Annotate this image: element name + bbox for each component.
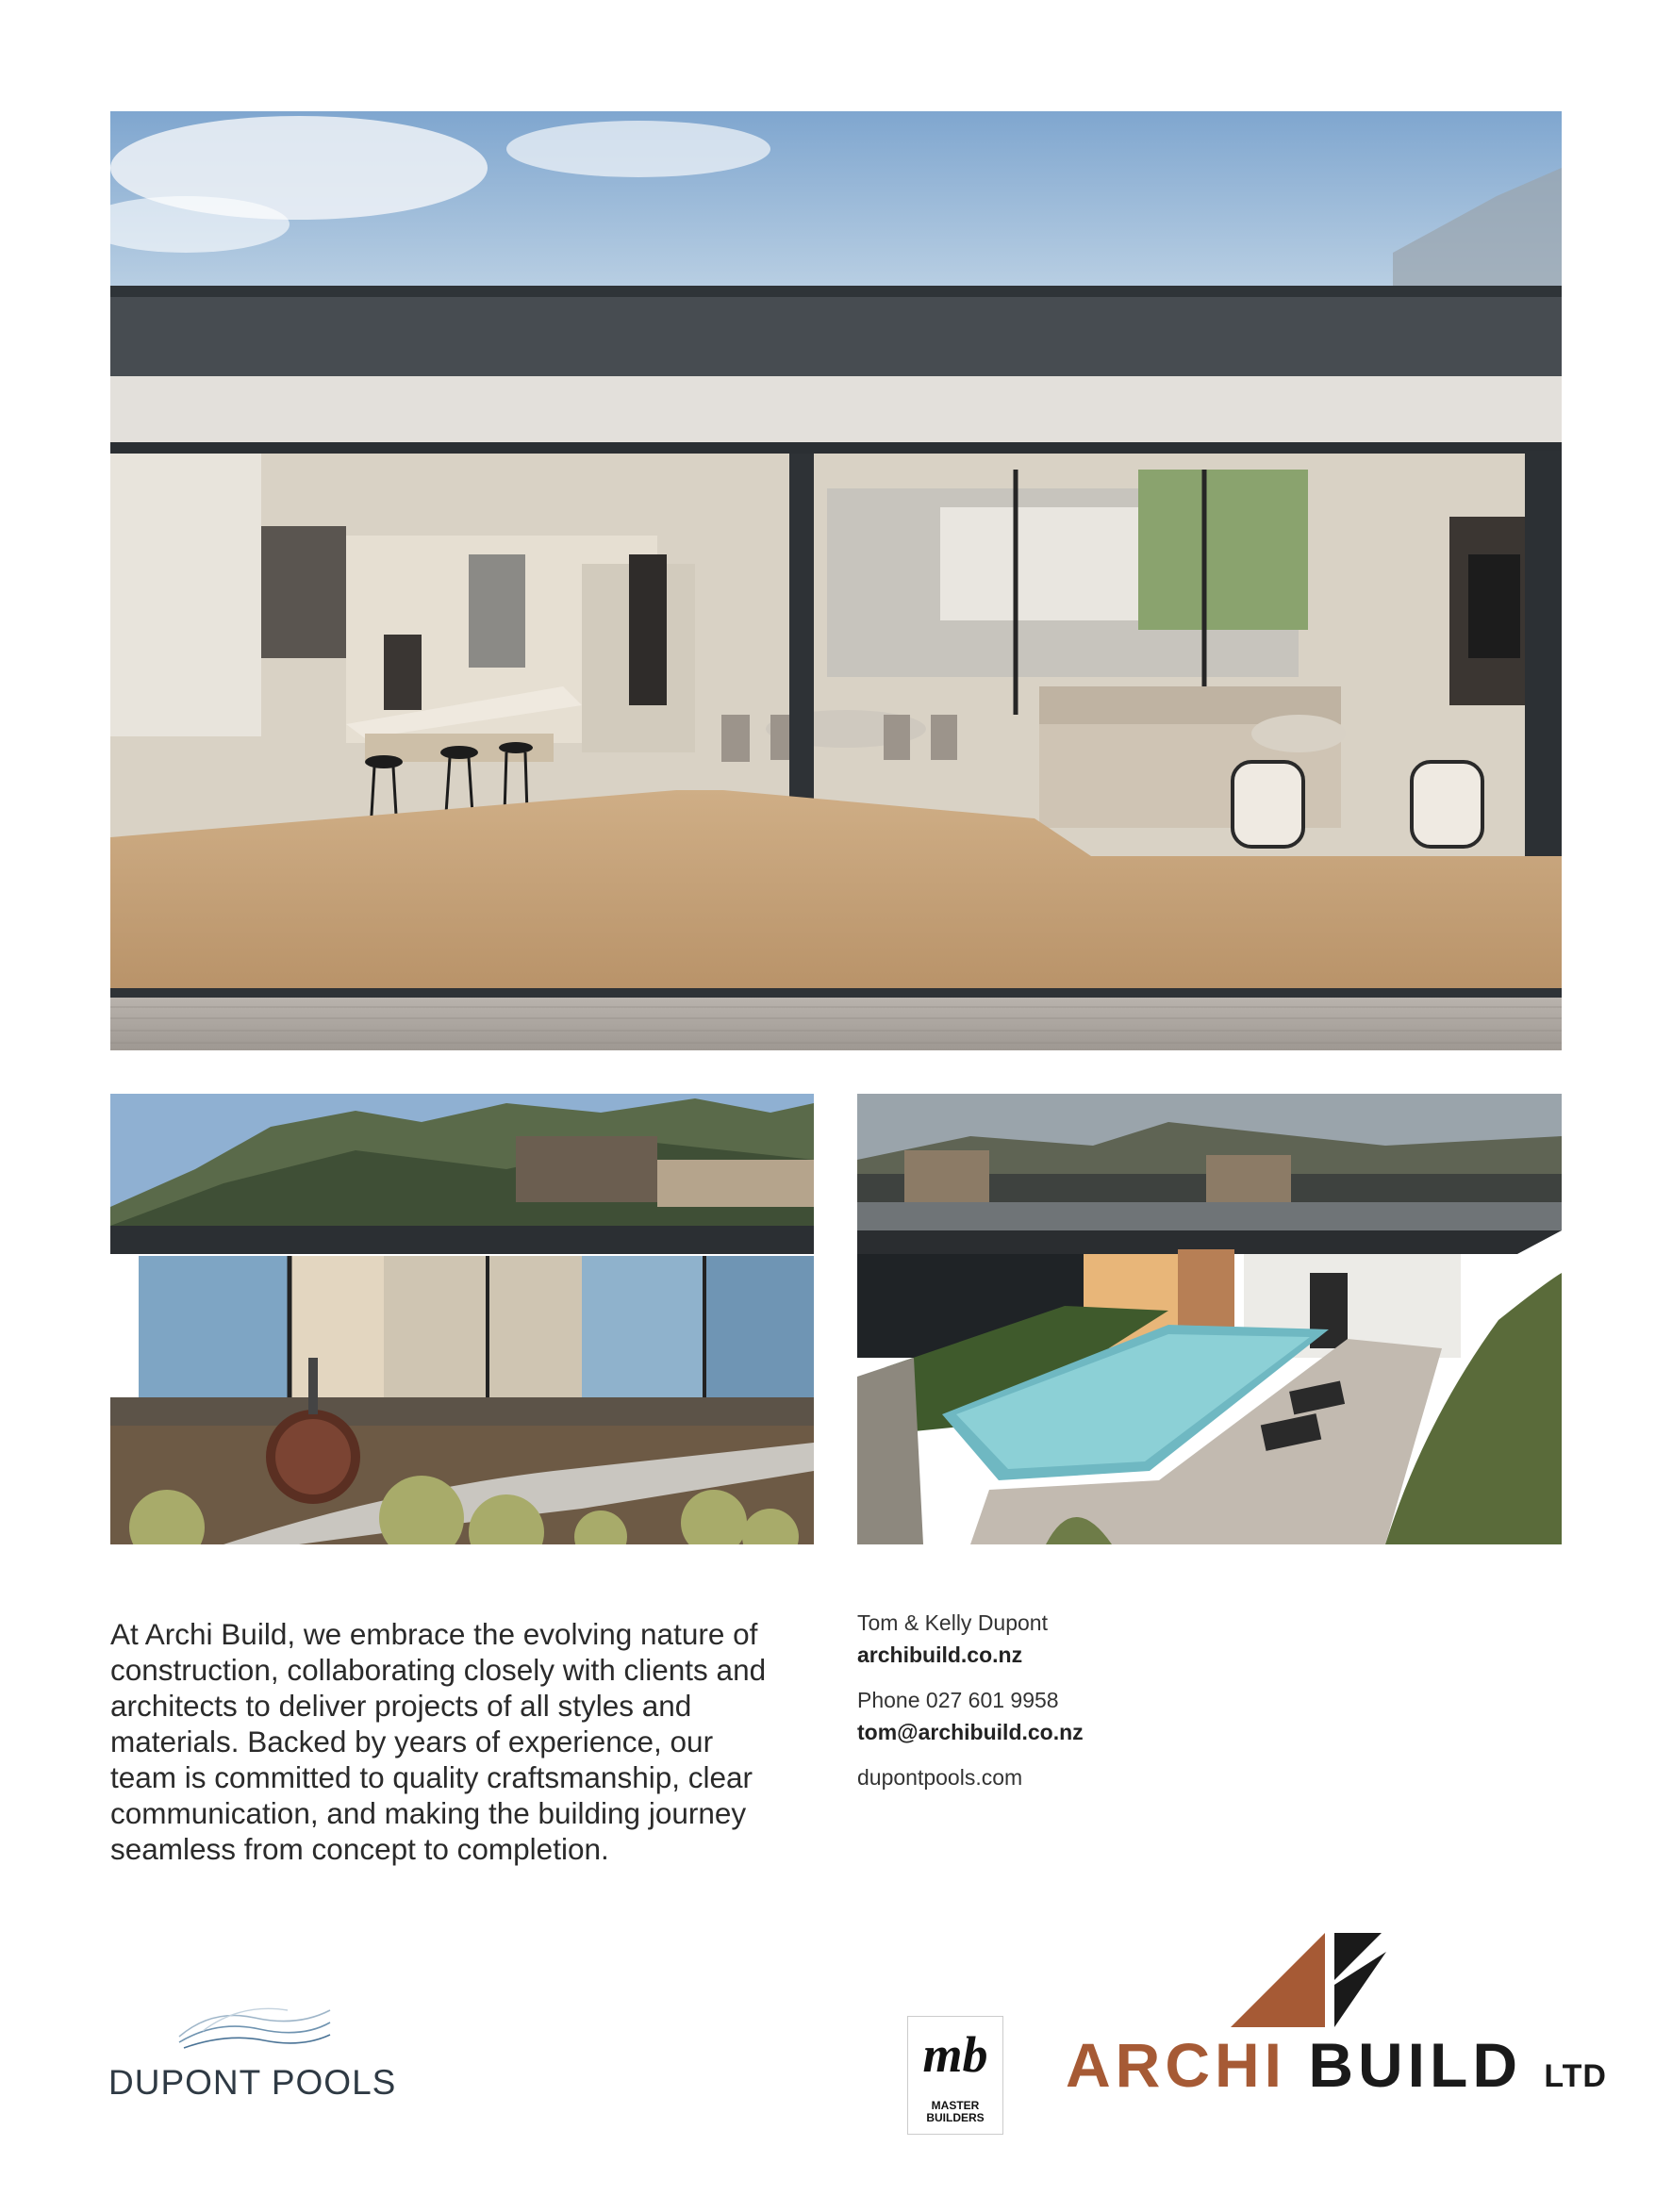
archi-build-mark-icon xyxy=(1231,1933,1429,2027)
master-builders-mark xyxy=(916,2021,995,2087)
mb-line-2: BUILDERS xyxy=(926,2111,985,2124)
mb-line-1: MASTER xyxy=(931,2099,980,2112)
mb-mark-text: mb xyxy=(922,2026,988,2083)
archi-build-wordmark xyxy=(1066,2029,1607,2101)
pool-website-link[interactable]: dupontpools.com xyxy=(857,1765,1023,1790)
contact-block xyxy=(857,1607,1329,1793)
contact-names: Tom & Kelly Dupont xyxy=(857,1610,1048,1635)
courtyard-pool-photo xyxy=(857,1094,1562,1544)
email-link[interactable]: tom@archibuild.co.nz xyxy=(857,1720,1084,1744)
master-builders-logo xyxy=(907,2016,1003,2135)
dupont-pools-logo xyxy=(108,1999,401,2112)
hero-photo xyxy=(110,111,1562,1050)
ltd-word: LTD xyxy=(1544,2058,1607,2094)
company-description: At Archi Build, we embrace the evolving nature of construction, collaborating closely with clients and architects to deliver projects of all styles and materials. Backed by years of experience, our team is committed to quality craftsmanship, clear communication, and making the building journey seamless from concept to completion. xyxy=(110,1617,767,1866)
dupont-pools-name: DUPONT POOLS xyxy=(108,2063,397,2102)
house-hillside-photo xyxy=(110,1094,814,1544)
master-builders-text xyxy=(908,2100,1002,2124)
archi-build-logo xyxy=(1066,1923,1607,2112)
phone-number[interactable]: Phone 027 601 9958 xyxy=(857,1688,1059,1712)
archi-word: ARCHI xyxy=(1066,2030,1286,2100)
build-word: BUILD xyxy=(1308,2030,1522,2100)
website-link[interactable]: archibuild.co.nz xyxy=(857,1642,1023,1667)
waves-icon xyxy=(174,1999,335,2055)
